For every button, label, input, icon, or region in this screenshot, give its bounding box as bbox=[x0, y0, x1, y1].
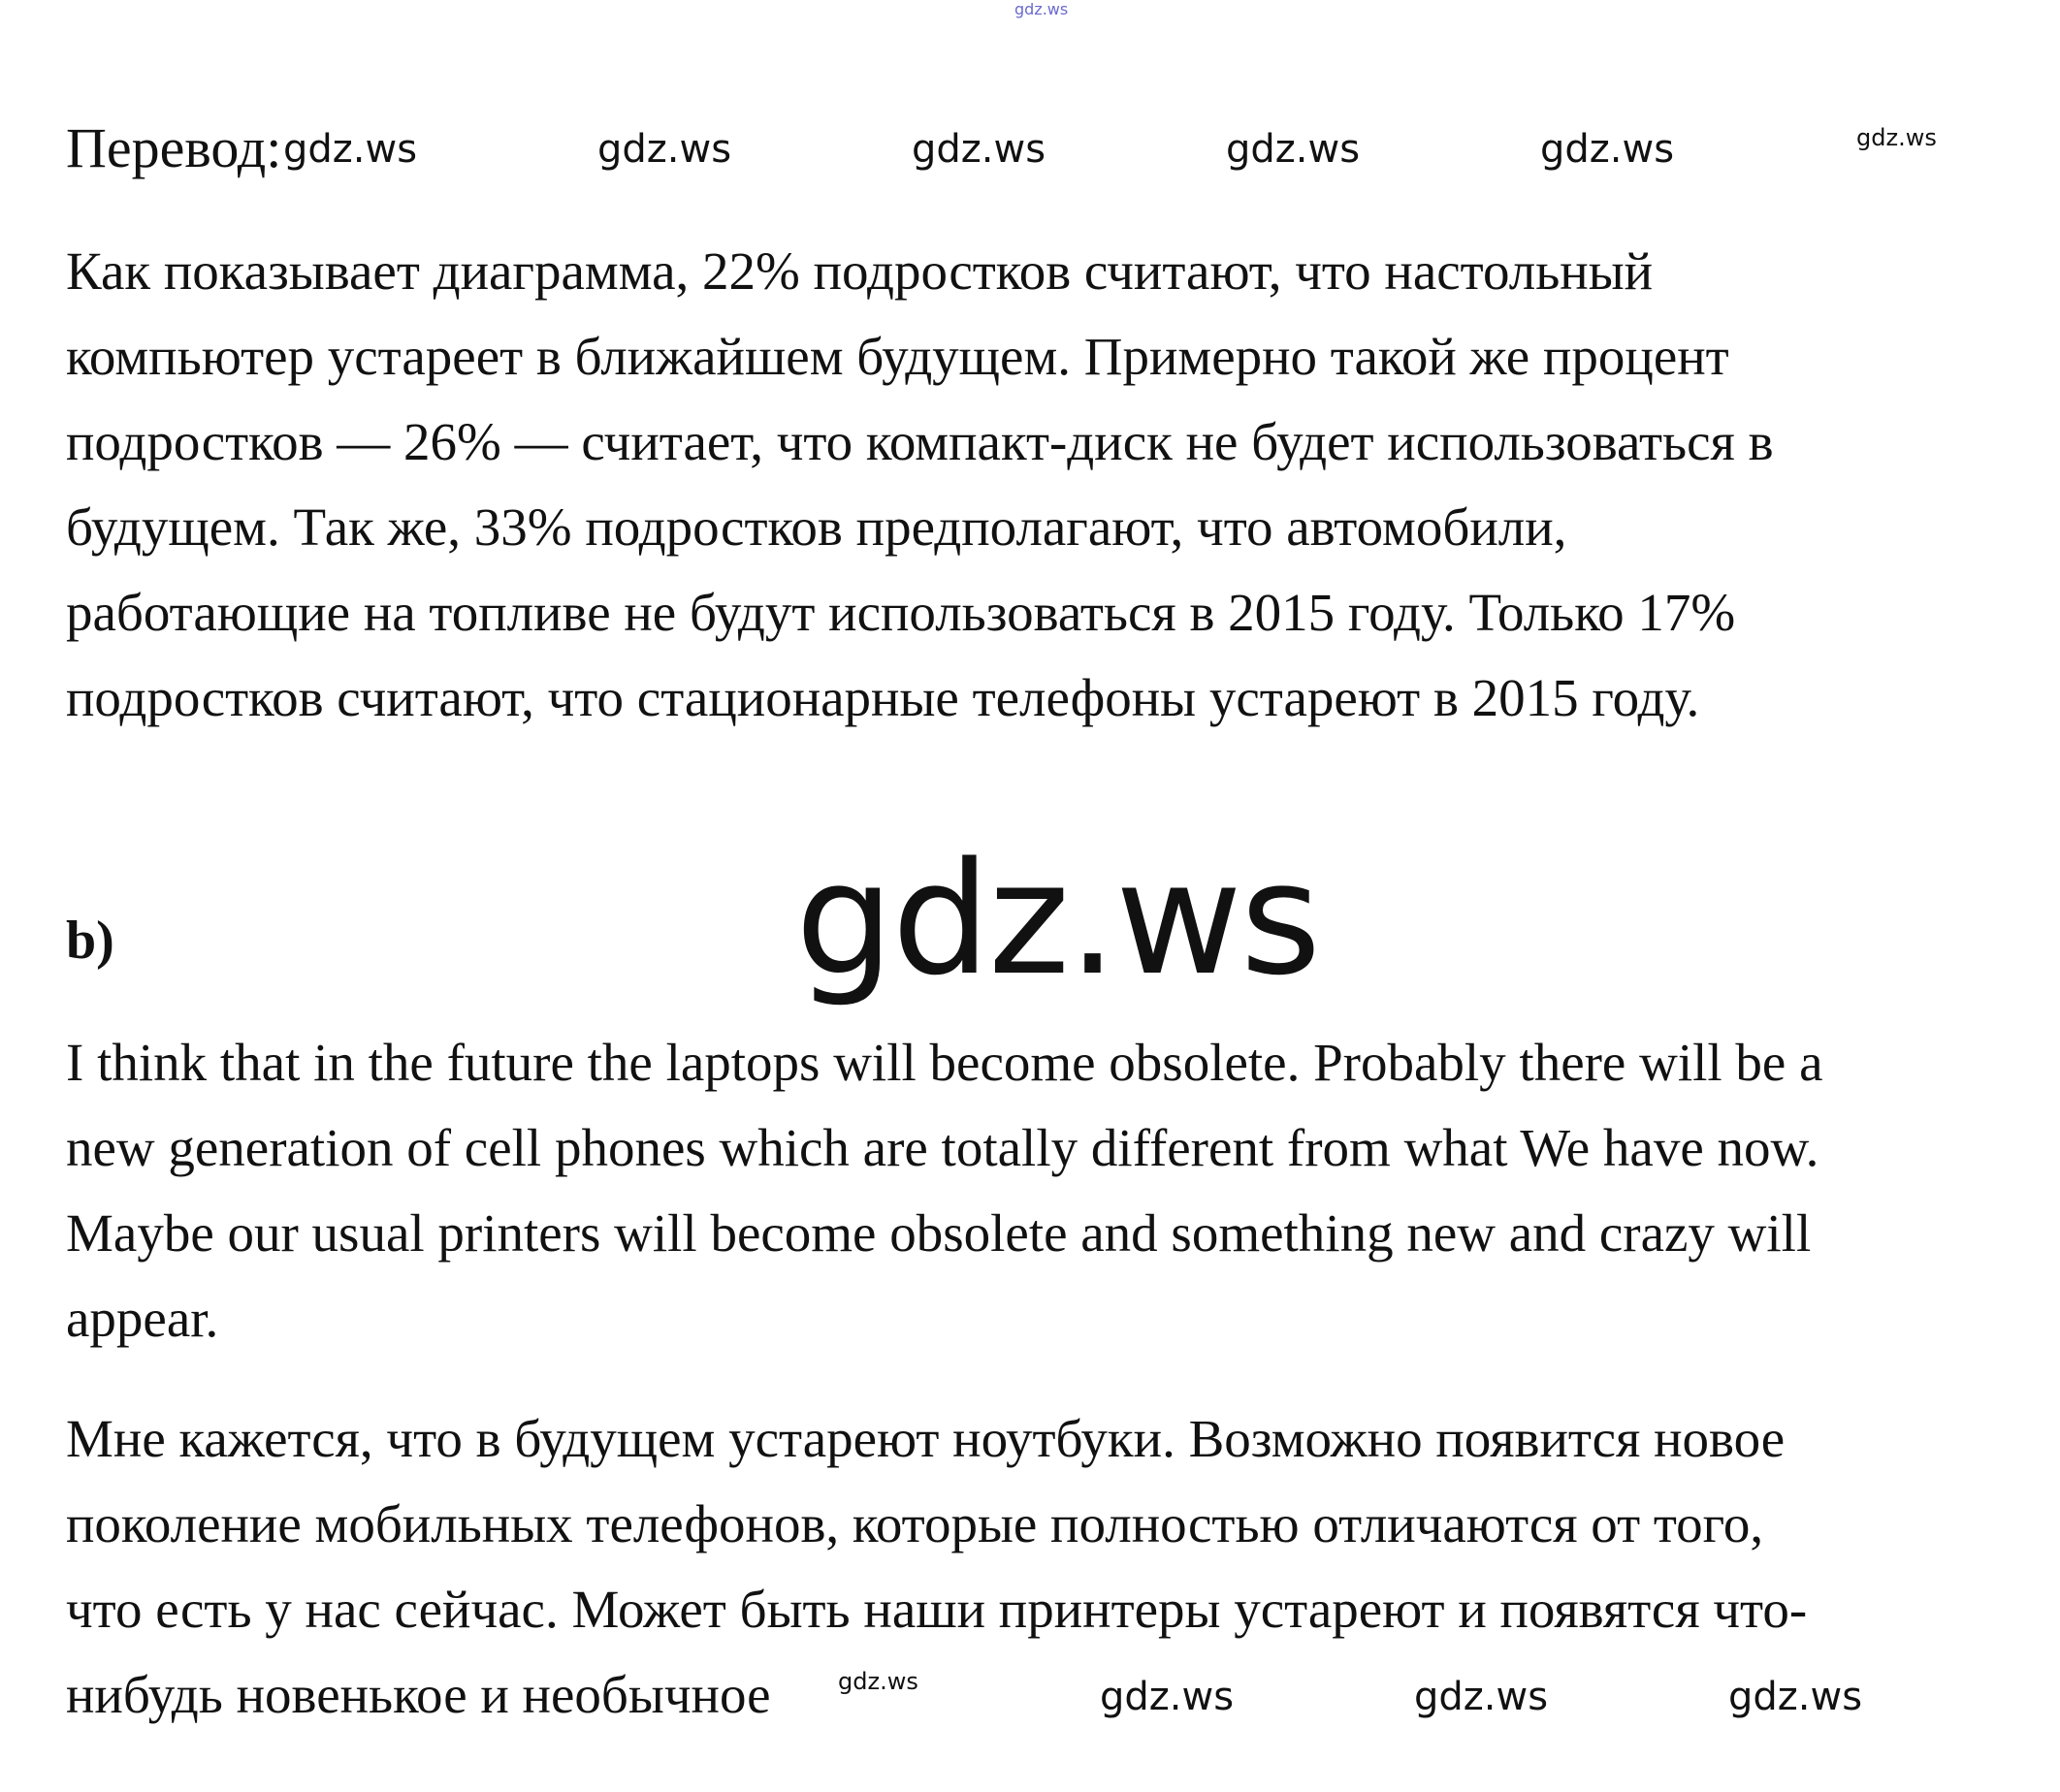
text-line: appear. bbox=[66, 1289, 219, 1348]
heading-translation: Перевод: bbox=[66, 116, 282, 179]
watermark-large: gdz.ws bbox=[795, 828, 1320, 1009]
text-line: Maybe our usual printers will become obsolete and something new and crazy will bbox=[66, 1203, 1812, 1263]
paragraph-russian-answer bbox=[66, 1396, 1996, 1738]
text-line: будущем. Так же, 33% подростков предполагают, что автомобили, bbox=[66, 497, 1567, 557]
watermark-top-tiny: gdz.ws bbox=[1014, 0, 1069, 18]
watermark-row1-4: gdz.ws bbox=[1226, 127, 1361, 172]
watermark-bottom-3: gdz.ws bbox=[1414, 1675, 1549, 1719]
text-line: I think that in the future the laptops will become obsolete. Probably there will be a bbox=[66, 1033, 1823, 1092]
text-line: new generation of cell phones which are totally different from what We have now. bbox=[66, 1118, 1819, 1177]
watermark-row1-6: gdz.ws bbox=[1856, 124, 1937, 151]
text-line: работающие на топливе не будут использоваться в 2015 году. Только 17% bbox=[66, 583, 1736, 642]
paragraph-english bbox=[66, 1020, 1996, 1361]
section-label-b: b) bbox=[66, 911, 114, 971]
watermark-row1-2: gdz.ws bbox=[597, 127, 732, 172]
text-line: компьютер устареет в ближайшем будущем. Примерно такой же процент bbox=[66, 327, 1729, 386]
watermark-bottom-1: gdz.ws bbox=[838, 1668, 918, 1695]
watermark-bottom-2: gdz.ws bbox=[1100, 1675, 1235, 1719]
paragraph-russian-translation bbox=[66, 229, 1996, 741]
text-line: подростков — 26% — считает, что компакт-диск не будет использоваться в bbox=[66, 412, 1774, 471]
text-line: что есть у нас сейчас. Может быть наши принтеры устареют и появятся что- bbox=[66, 1580, 1808, 1639]
text-line: поколение мобильных телефонов, которые полностью отличаются от того, bbox=[66, 1494, 1764, 1553]
watermark-bottom-4: gdz.ws bbox=[1728, 1675, 1863, 1719]
text-line: Мне кажется, что в будущем устареют ноутбуки. Возможно появится новое bbox=[66, 1409, 1786, 1468]
watermark-row1-5: gdz.ws bbox=[1540, 127, 1675, 172]
text-line: подростков считают, что стационарные телефоны устареют в 2015 году. bbox=[66, 668, 1700, 727]
text-line: Как показывает диаграмма, 22% подростков считают, что настольный bbox=[66, 241, 1654, 301]
watermark-row1-1: gdz.ws bbox=[283, 127, 418, 172]
text-line: нибудь новенькое и необычное bbox=[66, 1665, 771, 1724]
watermark-row1-3: gdz.ws bbox=[912, 127, 1046, 172]
